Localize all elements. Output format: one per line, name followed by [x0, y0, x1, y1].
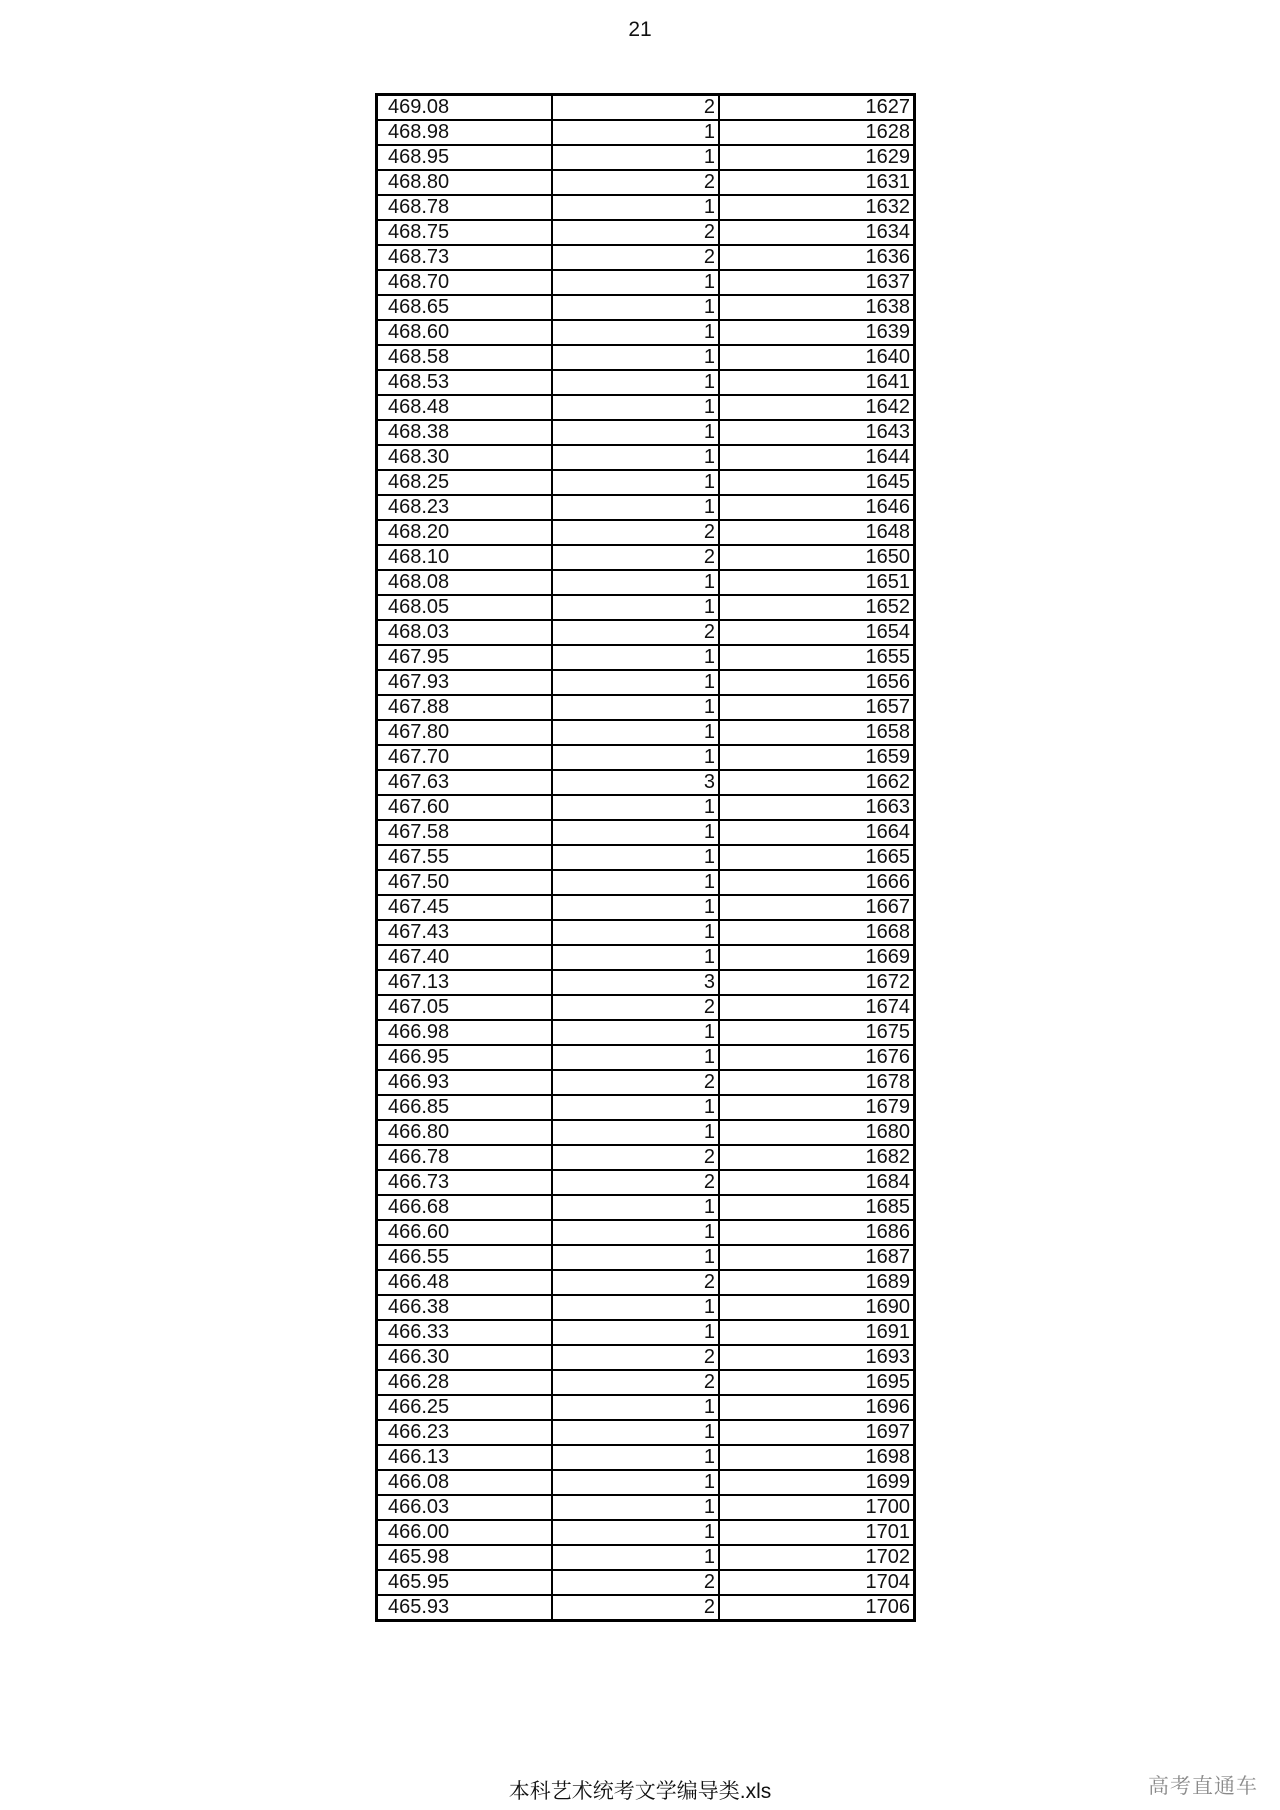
table-row — [377, 1595, 915, 1621]
score-cell: 467.13 — [377, 970, 553, 995]
score-cell: 466.08 — [377, 1470, 553, 1495]
count-cell: 1 — [552, 695, 719, 720]
count-cell: 1 — [552, 370, 719, 395]
table-row — [377, 1470, 915, 1495]
score-cell: 468.20 — [377, 520, 553, 545]
table-row — [377, 920, 915, 945]
table-row — [377, 1395, 915, 1420]
table-row — [377, 345, 915, 370]
table-row — [377, 1320, 915, 1345]
cumulative-cell: 1632 — [719, 195, 915, 220]
cumulative-cell: 1704 — [719, 1570, 915, 1595]
score-cell: 468.73 — [377, 245, 553, 270]
count-cell: 2 — [552, 95, 719, 121]
score-cell: 466.85 — [377, 1095, 553, 1120]
cumulative-cell: 1685 — [719, 1195, 915, 1220]
count-cell: 1 — [552, 1520, 719, 1545]
score-cell: 466.03 — [377, 1495, 553, 1520]
count-cell: 2 — [552, 1570, 719, 1595]
count-cell: 1 — [552, 570, 719, 595]
score-cell: 467.40 — [377, 945, 553, 970]
table-row — [377, 795, 915, 820]
table-row — [377, 570, 915, 595]
table-row — [377, 745, 915, 770]
score-cell: 466.78 — [377, 1145, 553, 1170]
score-cell: 467.88 — [377, 695, 553, 720]
table-row — [377, 1370, 915, 1395]
cumulative-cell: 1669 — [719, 945, 915, 970]
cumulative-cell: 1701 — [719, 1520, 915, 1545]
score-cell: 468.08 — [377, 570, 553, 595]
score-table — [375, 93, 916, 1622]
cumulative-cell: 1699 — [719, 1470, 915, 1495]
score-cell: 467.45 — [377, 895, 553, 920]
count-cell: 1 — [552, 120, 719, 145]
score-cell: 467.80 — [377, 720, 553, 745]
cumulative-cell: 1646 — [719, 495, 915, 520]
cumulative-cell: 1636 — [719, 245, 915, 270]
count-cell: 1 — [552, 470, 719, 495]
count-cell: 1 — [552, 445, 719, 470]
table-row — [377, 320, 915, 345]
score-cell: 468.65 — [377, 295, 553, 320]
cumulative-cell: 1695 — [719, 1370, 915, 1395]
score-cell: 468.58 — [377, 345, 553, 370]
count-cell: 2 — [552, 1170, 719, 1195]
table-row — [377, 420, 915, 445]
count-cell: 1 — [552, 1220, 719, 1245]
cumulative-cell: 1684 — [719, 1170, 915, 1195]
cumulative-cell: 1631 — [719, 170, 915, 195]
score-cell: 467.05 — [377, 995, 553, 1020]
score-table-body — [377, 95, 915, 1621]
cumulative-cell: 1678 — [719, 1070, 915, 1095]
count-cell: 2 — [552, 995, 719, 1020]
table-row — [377, 720, 915, 745]
cumulative-cell: 1654 — [719, 620, 915, 645]
table-row — [377, 1295, 915, 1320]
score-cell: 466.23 — [377, 1420, 553, 1445]
score-cell: 468.75 — [377, 220, 553, 245]
count-cell: 1 — [552, 295, 719, 320]
score-cell: 468.30 — [377, 445, 553, 470]
cumulative-cell: 1674 — [719, 995, 915, 1020]
count-cell: 1 — [552, 1545, 719, 1570]
cumulative-cell: 1667 — [719, 895, 915, 920]
table-row — [377, 1120, 915, 1145]
cumulative-cell: 1698 — [719, 1445, 915, 1470]
cumulative-cell: 1690 — [719, 1295, 915, 1320]
count-cell: 2 — [552, 1270, 719, 1295]
table-row — [377, 895, 915, 920]
count-cell: 1 — [552, 1395, 719, 1420]
cumulative-cell: 1638 — [719, 295, 915, 320]
table-row — [377, 520, 915, 545]
cumulative-cell: 1645 — [719, 470, 915, 495]
count-cell: 2 — [552, 520, 719, 545]
page-number: 21 — [628, 18, 652, 41]
count-cell: 1 — [552, 495, 719, 520]
footer-filename: 本科艺术统考文学编导类.xls — [508, 1780, 772, 1803]
count-cell: 1 — [552, 595, 719, 620]
cumulative-cell: 1648 — [719, 520, 915, 545]
score-cell: 466.68 — [377, 1195, 553, 1220]
cumulative-cell: 1689 — [719, 1270, 915, 1295]
table-row — [377, 1170, 915, 1195]
count-cell: 2 — [552, 1595, 719, 1621]
table-row — [377, 1145, 915, 1170]
count-cell: 1 — [552, 345, 719, 370]
table-row — [377, 595, 915, 620]
table-row — [377, 95, 915, 121]
count-cell: 1 — [552, 945, 719, 970]
score-cell: 467.50 — [377, 870, 553, 895]
count-cell: 1 — [552, 195, 719, 220]
table-row — [377, 545, 915, 570]
table-row — [377, 1345, 915, 1370]
score-cell: 467.95 — [377, 645, 553, 670]
cumulative-cell: 1682 — [719, 1145, 915, 1170]
table-row — [377, 820, 915, 845]
score-cell: 467.70 — [377, 745, 553, 770]
score-cell: 468.70 — [377, 270, 553, 295]
score-cell: 466.80 — [377, 1120, 553, 1145]
cumulative-cell: 1643 — [719, 420, 915, 445]
table-row — [377, 945, 915, 970]
table-row — [377, 295, 915, 320]
score-cell: 466.73 — [377, 1170, 553, 1195]
cumulative-cell: 1652 — [719, 595, 915, 620]
cumulative-cell: 1628 — [719, 120, 915, 145]
count-cell: 1 — [552, 1420, 719, 1445]
count-cell: 1 — [552, 1320, 719, 1345]
table-row — [377, 470, 915, 495]
cumulative-cell: 1662 — [719, 770, 915, 795]
cumulative-cell: 1696 — [719, 1395, 915, 1420]
table-row — [377, 845, 915, 870]
count-cell: 1 — [552, 270, 719, 295]
table-row — [377, 1070, 915, 1095]
score-cell: 466.95 — [377, 1045, 553, 1070]
cumulative-cell: 1680 — [719, 1120, 915, 1145]
count-cell: 1 — [552, 720, 719, 745]
score-cell: 465.98 — [377, 1545, 553, 1570]
score-cell: 467.93 — [377, 670, 553, 695]
count-cell: 2 — [552, 620, 719, 645]
count-cell: 1 — [552, 1245, 719, 1270]
count-cell: 1 — [552, 1470, 719, 1495]
cumulative-cell: 1686 — [719, 1220, 915, 1245]
score-cell: 468.80 — [377, 170, 553, 195]
table-row — [377, 495, 915, 520]
cumulative-cell: 1656 — [719, 670, 915, 695]
cumulative-cell: 1663 — [719, 795, 915, 820]
score-cell: 468.03 — [377, 620, 553, 645]
cumulative-cell: 1672 — [719, 970, 915, 995]
cumulative-cell: 1640 — [719, 345, 915, 370]
count-cell: 1 — [552, 1120, 719, 1145]
count-cell: 1 — [552, 820, 719, 845]
score-cell: 468.53 — [377, 370, 553, 395]
table-row — [377, 1445, 915, 1470]
table-row — [377, 1045, 915, 1070]
score-cell: 467.63 — [377, 770, 553, 795]
cumulative-cell: 1657 — [719, 695, 915, 720]
table-row — [377, 1570, 915, 1595]
table-row — [377, 1270, 915, 1295]
cumulative-cell: 1639 — [719, 320, 915, 345]
score-cell: 466.38 — [377, 1295, 553, 1320]
count-cell: 1 — [552, 920, 719, 945]
table-row — [377, 1195, 915, 1220]
score-cell: 465.95 — [377, 1570, 553, 1595]
score-cell: 466.55 — [377, 1245, 553, 1270]
count-cell: 1 — [552, 1195, 719, 1220]
table-row — [377, 1520, 915, 1545]
cumulative-cell: 1664 — [719, 820, 915, 845]
table-row — [377, 670, 915, 695]
count-cell: 1 — [552, 420, 719, 445]
table-row — [377, 120, 915, 145]
count-cell: 2 — [552, 1370, 719, 1395]
cumulative-cell: 1650 — [719, 545, 915, 570]
score-cell: 468.78 — [377, 195, 553, 220]
count-cell: 1 — [552, 1495, 719, 1520]
count-cell: 2 — [552, 1345, 719, 1370]
score-cell: 468.95 — [377, 145, 553, 170]
count-cell: 1 — [552, 1445, 719, 1470]
cumulative-cell: 1627 — [719, 95, 915, 121]
watermark: 高考直通车 — [1148, 1775, 1258, 1798]
cumulative-cell: 1675 — [719, 1020, 915, 1045]
table-row — [377, 445, 915, 470]
score-cell: 465.93 — [377, 1595, 553, 1621]
table-row — [377, 1545, 915, 1570]
count-cell: 1 — [552, 870, 719, 895]
table-row — [377, 1495, 915, 1520]
score-cell: 466.33 — [377, 1320, 553, 1345]
table-row — [377, 645, 915, 670]
cumulative-cell: 1697 — [719, 1420, 915, 1445]
cumulative-cell: 1679 — [719, 1095, 915, 1120]
count-cell: 3 — [552, 770, 719, 795]
score-cell: 467.58 — [377, 820, 553, 845]
score-cell: 467.43 — [377, 920, 553, 945]
table-row — [377, 1095, 915, 1120]
cumulative-cell: 1700 — [719, 1495, 915, 1520]
table-row — [377, 195, 915, 220]
cumulative-cell: 1693 — [719, 1345, 915, 1370]
count-cell: 2 — [552, 245, 719, 270]
table-row — [377, 1020, 915, 1045]
cumulative-cell: 1642 — [719, 395, 915, 420]
score-cell: 468.23 — [377, 495, 553, 520]
score-cell: 468.98 — [377, 120, 553, 145]
table-row — [377, 270, 915, 295]
count-cell: 3 — [552, 970, 719, 995]
cumulative-cell: 1658 — [719, 720, 915, 745]
score-cell: 467.60 — [377, 795, 553, 820]
score-cell: 468.25 — [377, 470, 553, 495]
cumulative-cell: 1659 — [719, 745, 915, 770]
count-cell: 1 — [552, 745, 719, 770]
count-cell: 1 — [552, 670, 719, 695]
cumulative-cell: 1706 — [719, 1595, 915, 1621]
cumulative-cell: 1644 — [719, 445, 915, 470]
count-cell: 1 — [552, 1095, 719, 1120]
score-cell: 467.55 — [377, 845, 553, 870]
cumulative-cell: 1634 — [719, 220, 915, 245]
cumulative-cell: 1687 — [719, 1245, 915, 1270]
table-row — [377, 770, 915, 795]
cumulative-cell: 1637 — [719, 270, 915, 295]
cumulative-cell: 1651 — [719, 570, 915, 595]
count-cell: 2 — [552, 220, 719, 245]
score-cell: 466.93 — [377, 1070, 553, 1095]
cumulative-cell: 1691 — [719, 1320, 915, 1345]
table-row — [377, 695, 915, 720]
table-row — [377, 170, 915, 195]
score-cell: 468.10 — [377, 545, 553, 570]
score-cell: 466.00 — [377, 1520, 553, 1545]
count-cell: 1 — [552, 1295, 719, 1320]
score-cell: 466.60 — [377, 1220, 553, 1245]
score-cell: 466.98 — [377, 1020, 553, 1045]
count-cell: 2 — [552, 1070, 719, 1095]
table-row — [377, 245, 915, 270]
cumulative-cell: 1668 — [719, 920, 915, 945]
table-row — [377, 970, 915, 995]
table-row — [377, 870, 915, 895]
cumulative-cell: 1676 — [719, 1045, 915, 1070]
count-cell: 1 — [552, 845, 719, 870]
count-cell: 1 — [552, 795, 719, 820]
count-cell: 1 — [552, 145, 719, 170]
count-cell: 1 — [552, 395, 719, 420]
score-cell: 468.05 — [377, 595, 553, 620]
cumulative-cell: 1641 — [719, 370, 915, 395]
table-row — [377, 1420, 915, 1445]
score-cell: 468.38 — [377, 420, 553, 445]
score-cell: 466.28 — [377, 1370, 553, 1395]
score-cell: 466.13 — [377, 1445, 553, 1470]
score-cell: 468.60 — [377, 320, 553, 345]
count-cell: 2 — [552, 1145, 719, 1170]
cumulative-cell: 1629 — [719, 145, 915, 170]
count-cell: 1 — [552, 645, 719, 670]
count-cell: 2 — [552, 545, 719, 570]
count-cell: 1 — [552, 1045, 719, 1070]
table-row — [377, 1245, 915, 1270]
table-row — [377, 1220, 915, 1245]
score-cell: 466.48 — [377, 1270, 553, 1295]
table-row — [377, 395, 915, 420]
table-row — [377, 370, 915, 395]
score-cell: 469.08 — [377, 95, 553, 121]
table-row — [377, 145, 915, 170]
cumulative-cell: 1665 — [719, 845, 915, 870]
count-cell: 1 — [552, 895, 719, 920]
count-cell: 1 — [552, 320, 719, 345]
table-row — [377, 220, 915, 245]
score-cell: 468.48 — [377, 395, 553, 420]
table-row — [377, 620, 915, 645]
cumulative-cell: 1702 — [719, 1545, 915, 1570]
score-cell: 466.30 — [377, 1345, 553, 1370]
count-cell: 1 — [552, 1020, 719, 1045]
score-cell: 466.25 — [377, 1395, 553, 1420]
cumulative-cell: 1666 — [719, 870, 915, 895]
table-row — [377, 995, 915, 1020]
count-cell: 2 — [552, 170, 719, 195]
cumulative-cell: 1655 — [719, 645, 915, 670]
